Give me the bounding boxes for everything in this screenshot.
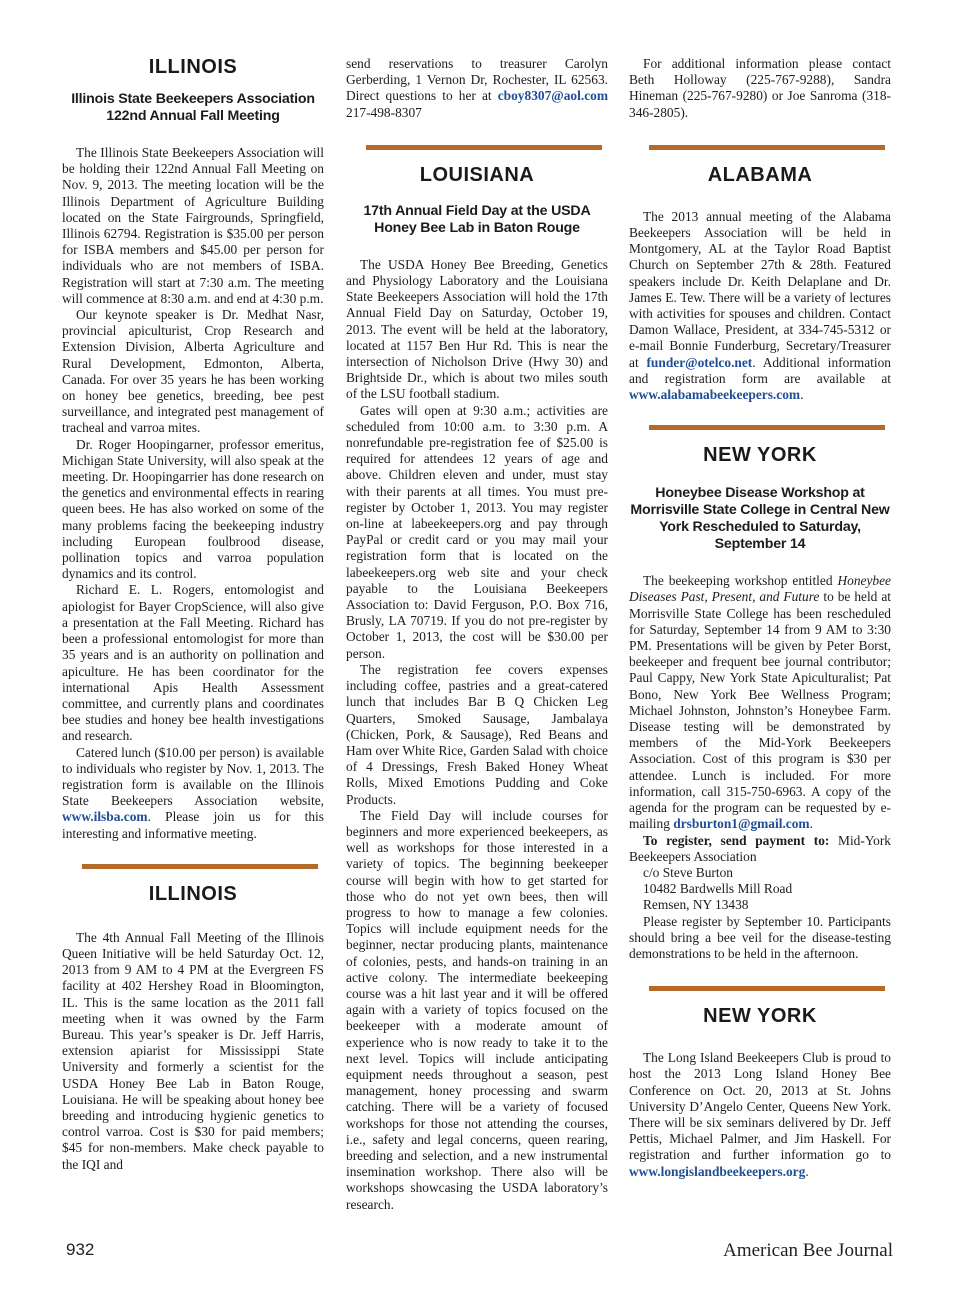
text: to be held at Morrisville State College has been rescheduled for Saturday, September 14 from 9 AM to 3:30 PM. Presentations will be given by Peter Borst, beekeeper and frequent bee journal contributor; Paul Cappy, New York State Apiculturalist; Pat Bono, New York Bee Wellness Program; Michael Johnston, Johnston’s Honeybee Farm. Disease testing will be demonstrated by members of the Mid-York Beekeepers Association. Cost of this program is $30 per attendee. Lunch is included. For more information, call 315-750-6963. A copy of the agenda for the program can be requested by e-mailing — [629, 589, 891, 832]
address-line: 10482 Bardwells Mill Road — [643, 881, 793, 897]
section-heading-new-york: NEW YORK — [703, 444, 817, 467]
text: . — [809, 816, 813, 832]
paragraph: Gates will open at 9:30 a.m.; activities are scheduled from 10:00 a.m. to 3:30 p.m. A nonrefundable pre-registration fee of $25.00 is required for attendees 12 years of age and above. Children eleven and under, must stay with their parents at all times. You must pre-register by October 1, 2013. You may register on-line at labeekeepers.org and pay through PayPal or credit card or you may mail your registration form that is located on the labeekeepers.org web site and your check payable to the Louisiana Beekeepers Association to: David Ferguson, P.O. Box 716, Brusly, LA 70719. If you do not pre-register by October 1, 2013, the cost will be $30.00 per person. — [346, 402, 608, 661]
column-2 — [346, 56, 608, 1213]
paragraph — [346, 56, 608, 121]
section-heading-alabama: ALABAMA — [707, 163, 813, 186]
paragraph: Please register by September 10. Participants should bring a bee veil for the disease-testing demonstrations to be held in the afternoon. — [629, 913, 891, 961]
paragraph: The USDA Honey Bee Breeding, Genetics and Physiology Laboratory and the Louisiana State Beekeepers Association will hold the 17th Annual Field Day on Saturday, October 19, 2013. The event will be held at the laboratory, located at 1157 Ben Hur Rd. This is near the intersection of Nicholson Drive (Hwy 30) and Brightside Dr., which is about two miles south of the LSU football stadium. — [346, 256, 608, 402]
paragraph — [629, 833, 891, 865]
text: send reservations to treasurer Carolyn Gerberding, 1 Vernon Dr, Rochester, IL 62563. Direct questions to her at — [346, 56, 608, 104]
section-heading-new-york: NEW YORK — [703, 1005, 817, 1028]
paragraph — [629, 209, 891, 403]
paragraph: The Field Day will include courses for beginners and more experienced beekeepers, as well as workshops for those interested in a variety of topics. The beginning beekeeper course will begin with how to get started for those who do not yet own bees, then will progress to how to manage a few colonies. Topics will include equipment needs for the beginner, nectar producing plants, maintenance of colonies, pests, and hands-on training in an active colony. The intermediate beekeeping course was a hit last year and it will be offered again with a variety of topics focused on the beekeeper with a moderate amount of experience who is now ready to take it to the next level. Topics will include anticipating equipment needs throughout a season, pest management, honey processing and swarm catching. There will be a variety of focused workshops for those not attending the courses, i.e., safety and legal concerns, queen rearing, breeding and selection, and a new instrumental insemination workshop. There also will be workshops showcasing the USDA laboratory’s research. — [346, 807, 608, 1212]
paragraph — [62, 745, 324, 842]
text: The Long Island Beekeepers Club is proud to host the 2013 Long Island Honey Bee Conference on Oct. 20, 2013 at St. Johns University D’Angelo Center, Queens New York. There will be six seminars delivered by Dr. Jeff Pettis, Michael Palmer, and Jim Haskell. For registration and further information go to — [629, 1050, 891, 1163]
section-subheading: 17th Annual Field Day at the USDA Honey Bee Lab in Baton Rouge — [363, 202, 591, 236]
paragraph: Richard E. L. Rogers, entomologist and apiologist for Bayer CropScience, will also give a presentation at the Fall Meeting. Richard has been a professional entomologist for more than 35 years and is an authority on pollination and apiculture. He has been coordinator for the international Apis Health Assessment committee, and currently plans and coordinates bee studies and honey bee health investigations and research. — [62, 582, 324, 744]
column-3 — [629, 56, 891, 1180]
paragraph: The 4th Annual Fall Meeting of the Illinois Queen Initiative will be held Saturday Oct. 12, 2013 from 9 AM to 4 PM at the Evergreen FS facility at 402 Hershey Road in Bloomington, IL. This is the same location as the 2011 fall meeting when it was owned by the Farm Bureau. This year’s speaker is Dr. Jeff Harris, extension apiarist for Mississippi State University and formerly a scientist for the USDA Honey Bee Lab in Baton Rouge, Louisiana. He will be speaking about honey bee breeding and introducing hygienic genetics to control varroa. Cost is $30 for paid members; $45 for non-members. Make check payable to the IQI and — [62, 929, 324, 1172]
text: The 2013 annual meeting of the Alabama Beekeepers Association will be held in Montgomery, AL at the Taylor Road Baptist Church on September 27th & 28th. Featured speakers include Dr. Keith Delaplane and Dr. James E. Tew. There will be a variety of lectures with activities for spouses and children. Contact Damon Wallace, President, at 334-745-5312 or e-mail Bonnie Funderburg, Secretary/Treasurer at — [629, 208, 891, 370]
register-label: To register, send payment to: — [643, 832, 830, 848]
section-divider — [649, 425, 885, 430]
section-divider — [649, 145, 885, 150]
text: The beekeeping workshop entitled — [643, 573, 838, 589]
workshop-title: Honeybee Diseases Past, Present, and Future — [629, 573, 891, 605]
journal-name: American Bee Journal — [723, 1240, 893, 1261]
text: Mid-York Beekeepers Association — [629, 832, 891, 864]
paragraph — [629, 1050, 891, 1180]
paragraph: Dr. Roger Hoopingarner, professor emeritus, Michigan State University, will also speak at the meeting. Dr. Hoopingarrier has done research on the genetics and environmental effects in rearing queen bees. He has also worked on some of the many problems facing the beekeeping industry including European foulbrood disease, pollination topics and varroa population dynamics and its control. — [62, 436, 324, 582]
section-divider — [649, 986, 885, 991]
website-link[interactable]: www.longislandbeekeepers.org — [629, 1163, 806, 1179]
email-link[interactable]: cboy8307@aol.com — [497, 88, 608, 104]
text: Catered lunch ($10.00 per person) is available to individuals who register by Nov. 1, 2013. The registration form is available on the Illinois State Beekeepers Association website, — [62, 744, 324, 809]
section-heading-illinois: ILLINOIS — [148, 882, 238, 905]
email-link[interactable]: funder@otelco.net — [646, 354, 753, 370]
text: . Additional information and registration form are available at — [629, 354, 891, 386]
website-link[interactable]: www.ilsba.com — [62, 809, 148, 825]
text: . — [800, 387, 804, 403]
section-heading-illinois: ILLINOIS — [148, 56, 238, 78]
email-link[interactable]: drsburton1@gmail.com — [673, 816, 810, 832]
section-subheading: Illinois State Beekeepers Association 122nd Annual Fall Meeting — [71, 91, 315, 124]
text: 217-498-8307 — [346, 104, 422, 120]
page-number: 932 — [66, 1240, 95, 1259]
website-link[interactable]: www.alabamabeekeepers.com — [629, 387, 801, 403]
address-line: c/o Steve Burton — [643, 864, 734, 880]
paragraph — [629, 573, 891, 832]
paragraph: Our keynote speaker is Dr. Medhat Nasr, provincial apiculturist, Crop Research and Extension Division, Alberta Agriculture and Rural Development, Edmonton, Alberta, Canada. For over 35 years he has been working on honey bee genetics, breeding, bee pest surveillance, and integrated pest management of tracheal and varroa mites. — [62, 307, 324, 436]
text: . — [805, 1163, 809, 1179]
section-heading-louisiana: LOUISIANA — [419, 163, 535, 186]
section-divider — [366, 145, 602, 150]
paragraph: For additional information please contact Beth Holloway (225-767-9288), Sandra Hineman (225-767-9280) or Joe Sanroma (318-346-2805). — [629, 56, 891, 120]
text: . Please join us for this interesting and informative meeting. — [62, 809, 324, 841]
section-subheading: Honeybee Disease Workshop at Morrisville State College in Central New York Rescheduled to Saturday, September 14 — [630, 485, 890, 553]
paragraph: The Illinois State Beekeepers Association will be holding their 122nd Annual Fall Meeting on Nov. 9, 2013. The meeting location will be the Illinois Department of Agriculture Building located on the State Fairgrounds, Springfield, Illinois 62794. Registration is $35.00 per person for ISBA members and $45.00 per person for individuals who are not members of ISBA. Registration will start at 7:30 a.m. The meeting will commence at 8:30 a.m. and end at 4:30 p.m. — [62, 145, 324, 306]
column-1 — [62, 56, 324, 1173]
address-line: Remsen, NY 13438 — [643, 897, 749, 913]
paragraph: The registration fee covers expenses including coffee, pastries and a great-catered lunch that includes Bar B Q Chicken Leg Quarters, Smoked Sausage, Jambalaya (Chicken, Pork, & Sausage), Red Beans and Ham over White Rice, Garden Salad with choice of 4 Dressings, Fresh Baked Honey Wheat Rolls, Mixed Emotions Pudding and Coke Products. — [346, 661, 608, 807]
section-divider — [82, 864, 318, 869]
